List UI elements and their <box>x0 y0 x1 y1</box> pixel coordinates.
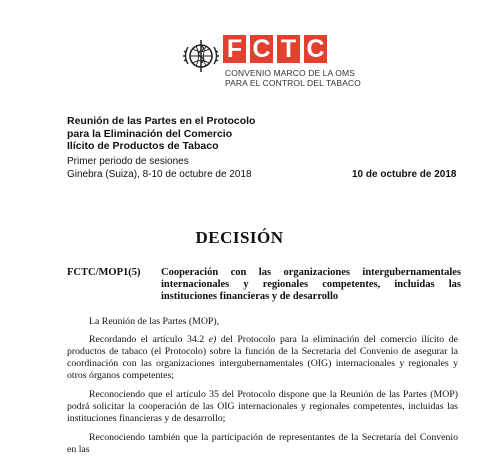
decision-code: FCTC/MOP1(5) <box>67 267 141 278</box>
session-info <box>67 156 252 181</box>
meeting-title <box>67 115 255 153</box>
paragraph-text: Reconociendo también que la participación de representantes de la Secretaría del Convenio en las <box>67 432 458 455</box>
meeting-title-line: para la Eliminación del Comercio <box>67 127 233 140</box>
session-line: Primer periodo de sesiones <box>67 156 189 167</box>
paragraph-text: La Reunión de las Partes (MOP), <box>89 316 220 327</box>
document-date: 10 de octubre de 2018 <box>352 169 457 180</box>
body-paragraph <box>67 334 458 382</box>
decision-heading: Cooperación con las organizaciones intergubernamentales internacionales y regionales competentes, incluidas las instituciones financieras y de desarrollo <box>161 267 461 302</box>
paragraph-italic: e) <box>208 334 217 345</box>
paragraph-text: del Protocolo para la eliminación del comercio ilícito de productos de tabaco (el Protocolo) sobre la función de la Secretaría del Convenio de asegurar la coordinación con las organizaciones intergubernamentales (OIG) internacionales y regionales y otros órganos competentes; <box>67 334 458 381</box>
logo-letter: C <box>304 35 327 63</box>
logo-tagline-line1: CONVENIO MARCO DE LA OMS <box>225 68 355 78</box>
place-dates: Ginebra (Suiza), 8-10 de octubre de 2018 <box>67 168 252 180</box>
meeting-title-line: Reunión de las Partes en el Protocolo <box>67 115 256 127</box>
logo-tagline-line2: PARA EL CONTROL DEL TABACO <box>225 78 361 88</box>
fctc-logo <box>181 33 461 93</box>
who-emblem-icon <box>181 36 221 76</box>
logo-letter: C <box>250 35 273 63</box>
body-paragraph <box>67 432 458 456</box>
meeting-title-line: Ilícito de Productos de Tabaco <box>67 140 219 152</box>
fctc-wordmark <box>223 35 327 63</box>
body-paragraph <box>67 389 458 425</box>
paragraph-text: Recordando el artículo 34.2 <box>89 334 209 345</box>
body-paragraph <box>67 316 458 328</box>
decision-title: DECISIÓN <box>195 228 284 247</box>
logo-letter: T <box>277 35 300 63</box>
logo-letter: F <box>223 35 246 63</box>
paragraph-text: Reconociendo que el artículo 35 del Protocolo dispone que la Reunión de las Partes (MOP) podrá solicitar la cooperación de las OIG internacionales y regionales competentes, incluidas las instituciones financieras y de desarrollo; <box>67 389 458 424</box>
